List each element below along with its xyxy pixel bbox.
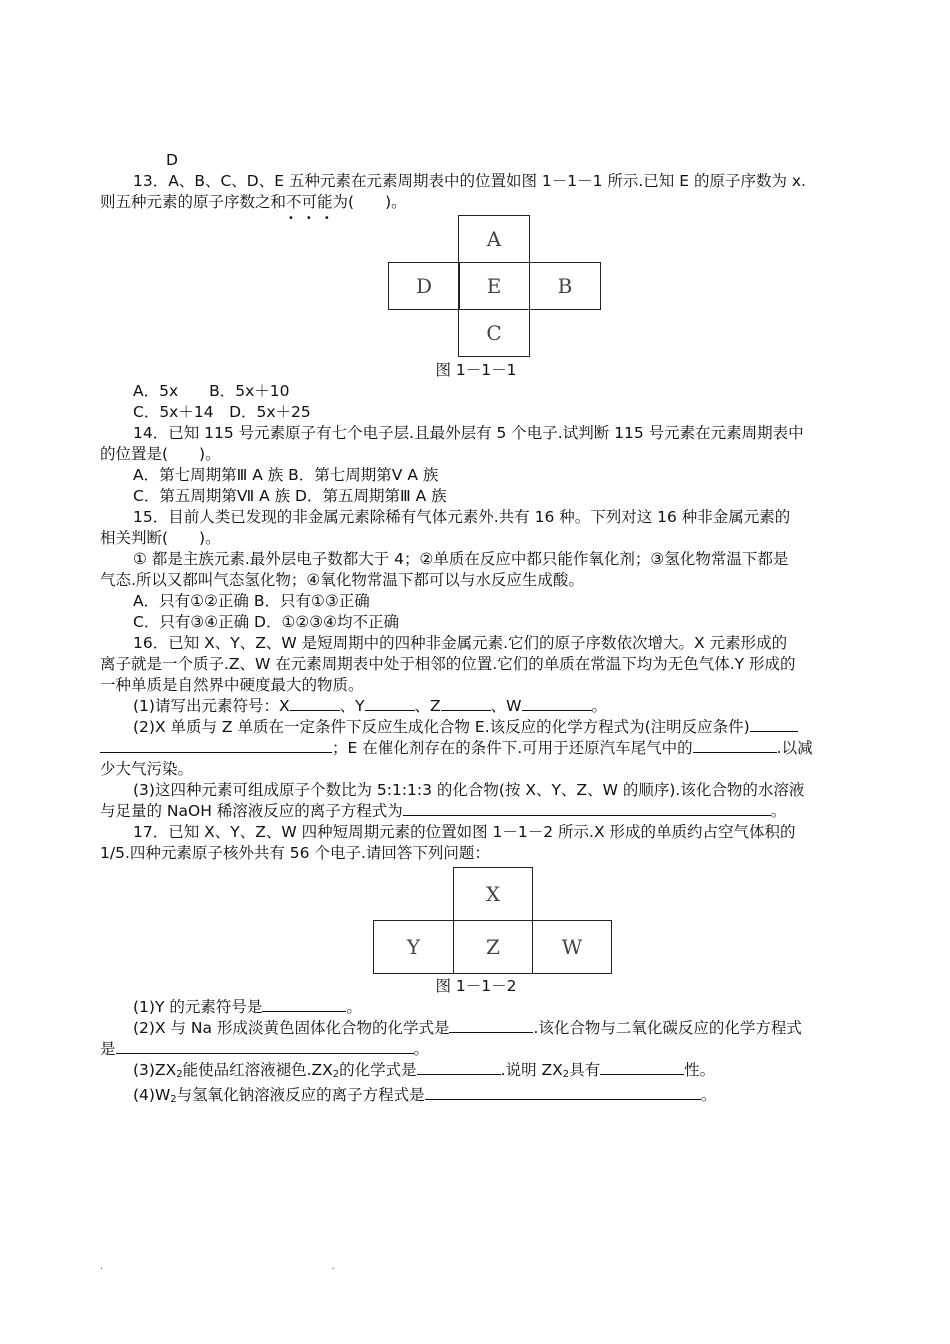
answer-blank[interactable] xyxy=(403,801,771,816)
answer-blank[interactable] xyxy=(290,696,340,711)
cell-w: W xyxy=(532,920,612,974)
answer-blank[interactable] xyxy=(522,696,592,711)
cell-e: E xyxy=(458,262,530,310)
cell-b: B xyxy=(529,262,601,310)
answer-blank[interactable] xyxy=(100,738,332,753)
answer-blank[interactable] xyxy=(417,1060,501,1075)
q14-stem-line1: 14．已知 115 号元素原子有七个电子层.且最外层有 5 个电子.试判断 115 号元素在元素周期表中 xyxy=(133,424,804,442)
emphasis-text: 不可能 ••• xyxy=(286,193,342,224)
figure-1-1-2-caption: 图 1－1－2 xyxy=(435,977,517,995)
q13-stem-line1: 13．A、B、C、D、E 五种元素在元素周期表中的位置如图 1－1－1 所示.已知 E 的原子序数为 x. xyxy=(133,172,806,190)
q17-stem-line2: 1/5.四种元素原子核外共有 56 个电子.请回答下列问题： xyxy=(100,844,490,862)
q17-part3: $(3)ZX_2$能使品红溶液褪色$.ZX_2$的化学式是 .说明 $ZX_2$具有 性。 xyxy=(133,1061,716,1080)
answer-blank[interactable] xyxy=(441,696,491,711)
cell-z: Z xyxy=(453,920,533,974)
cell-x: X xyxy=(453,867,533,921)
answer-blank[interactable] xyxy=(600,1060,684,1075)
q13-options-cd: C．5x＋14 D．5x＋25 xyxy=(133,403,311,421)
previous-answer: D xyxy=(166,151,178,169)
q15-statements-line1: ① 都是主族元素.最外层电子数都大于 4；②单质在反应中都只能作氧化剂；③氢化物常温下都是 xyxy=(133,550,789,568)
q16-stem-line3: 一种单质是自然界中硬度最大的物质。 xyxy=(100,676,364,694)
emphasis-dots: ••• xyxy=(288,213,342,224)
q15-stem-line1: 15．目前人类已发现的非金属元素除稀有气体元素外.共有 16 种。下列对这 16 种非金属元素的 xyxy=(133,508,791,526)
q15-stem-line2: 相关判断( )。 xyxy=(100,529,221,547)
q16-part2-line2: ；E 在催化剂存在的条件下.可用于还原汽车尾气中的 .以减 xyxy=(100,738,852,759)
answer-blank[interactable] xyxy=(425,1085,701,1100)
q17-part4: $(4)W_2$与氢氧化钠溶液反应的离子方程式是 。 xyxy=(133,1086,717,1105)
q13-stem-line2: 则五种元素的原子序数之和不可能 ••• 为( )。 xyxy=(100,193,407,224)
document-body xyxy=(100,150,852,1110)
q16-part3-line2: 与足量的 NaOH 稀溶液反应的离子方程式为 。 xyxy=(100,802,787,820)
q17-part2-line1: (2)X 与 Na 形成淡黄色固体化合物的化学式是 .该化合物与二氧化碳反应的化学方程式 xyxy=(133,1019,802,1037)
answer-blank[interactable] xyxy=(750,717,798,732)
cell-a: A xyxy=(458,215,530,263)
figure-1-1-1-caption: 图 1－1－1 xyxy=(435,361,517,379)
answer-blank[interactable] xyxy=(449,1018,533,1033)
q17-part2-line2: 是 。 xyxy=(100,1040,430,1058)
cell-c: C xyxy=(458,309,530,357)
q16-part3-line1: (3)这四种元素可组成原子个数比为 5:1:1:3 的化合物(按 X、Y、Z、W 的顺序).该化合物的水溶液 xyxy=(133,781,805,799)
q13-options-ab: A．5x B．5x＋10 xyxy=(133,382,290,400)
q15-options-ab: A．只有①②正确 B．只有①③正确 xyxy=(133,592,370,610)
q14-stem-line2: 的位置是( )。 xyxy=(100,445,221,463)
cell-y: Y xyxy=(373,920,454,974)
q16-part1: (1)请写出元素符号：X 、Y 、Z 、W 。 xyxy=(133,697,608,715)
q17-part1: (1)Y 的元素符号是 。 xyxy=(133,998,362,1016)
q17-stem-line1: 17．已知 X、Y、Z、W 四种短周期元素的位置如图 1－1－2 所示.X 形成的单质约占空气体积的 xyxy=(133,823,796,841)
q16-part2-line3: 少大气污染。 xyxy=(100,760,194,778)
answer-blank[interactable] xyxy=(693,738,777,753)
q15-options-cd: C．只有③④正确 D．①②③④均不正确 xyxy=(133,613,400,631)
q16-part2-line1: (2)X 单质与 Z 单质在一定条件下反应生成化合物 E.该反应的化学方程式为(注明反应条件) xyxy=(100,717,852,738)
cell-d: D xyxy=(388,262,460,310)
q14-options-cd: C．第五周期第Ⅶ A 族 D．第五周期第Ⅲ A 族 xyxy=(133,487,447,505)
footer-dots: . . xyxy=(100,1262,448,1272)
q15-statements-line2: 气态.所以又都叫气态氢化物；④氧化物常温下都可以与水反应生成酸。 xyxy=(100,571,584,589)
q14-options-ab: A．第七周期第Ⅲ A 族 B．第七周期第Ⅴ A 族 xyxy=(133,466,439,484)
answer-blank[interactable] xyxy=(116,1039,414,1054)
answer-blank[interactable] xyxy=(365,696,415,711)
q16-stem-line2: 离子就是一个质子.Z、W 在元素周期表中处于相邻的位置.它们的单质在常温下均为无色气体.Y 形成的 xyxy=(100,655,796,673)
figure-1-1-1 xyxy=(100,213,852,360)
figure-1-1-2 xyxy=(100,864,852,976)
answer-blank[interactable] xyxy=(262,997,346,1012)
q16-stem-line1: 16．已知 X、Y、Z、W 是短周期中的四种非金属元素.它们的原子序数依次增大。X 元素形成的 xyxy=(133,634,788,652)
